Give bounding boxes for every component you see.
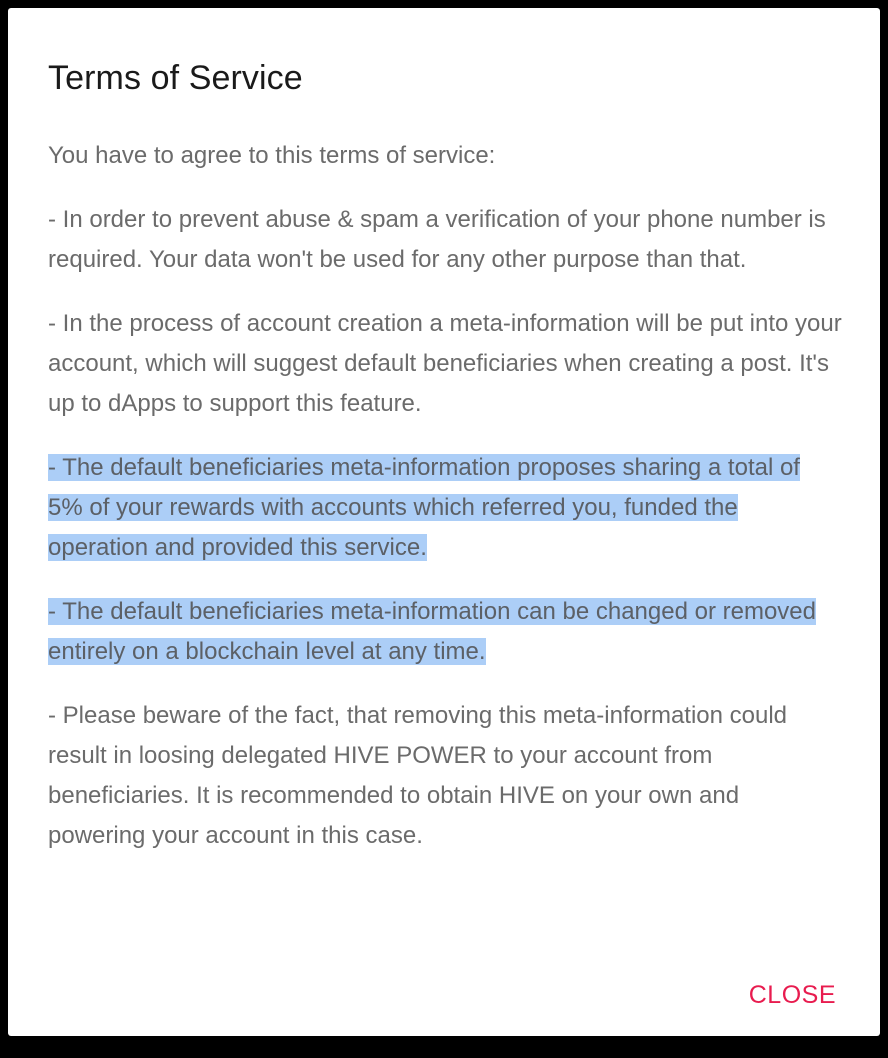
selected-text: - The default beneficiaries meta-information can be changed or removed entirely on a blockchain level at any time.	[48, 598, 816, 665]
terms-paragraph-2: - In the process of account creation a meta-information will be put into your account, which will suggest default beneficiaries when creating a post. It's up to dApps to support this feature.	[48, 310, 842, 417]
selected-text: - The default beneficiaries meta-information proposes sharing a total of 5% of your rewards with accounts which referred you, funded the operation and provided this service.	[48, 454, 800, 561]
bottom-status-bar	[0, 1036, 888, 1058]
dialog-body	[48, 136, 848, 880]
page-title: Terms of Service	[48, 58, 303, 97]
terms-paragraph-4-highlighted	[48, 592, 848, 672]
terms-of-service-dialog	[8, 8, 880, 1036]
terms-paragraph-1: - In order to prevent abuse & spam a verification of your phone number is required. Your data won't be used for any other purpose than that.	[48, 206, 826, 273]
dialog-actions	[739, 973, 846, 1018]
terms-paragraph-3-highlighted	[48, 448, 838, 568]
terms-paragraph-5: - Please beware of the fact, that removing this meta-information could result in loosing delegated HIVE POWER to your account from beneficiaries. It is recommended to obtain HIVE on your own and powering your account in this case.	[48, 702, 788, 849]
terms-intro-text: You have to agree to this terms of service:	[48, 142, 496, 169]
close-button[interactable]: CLOSE	[739, 973, 846, 1018]
